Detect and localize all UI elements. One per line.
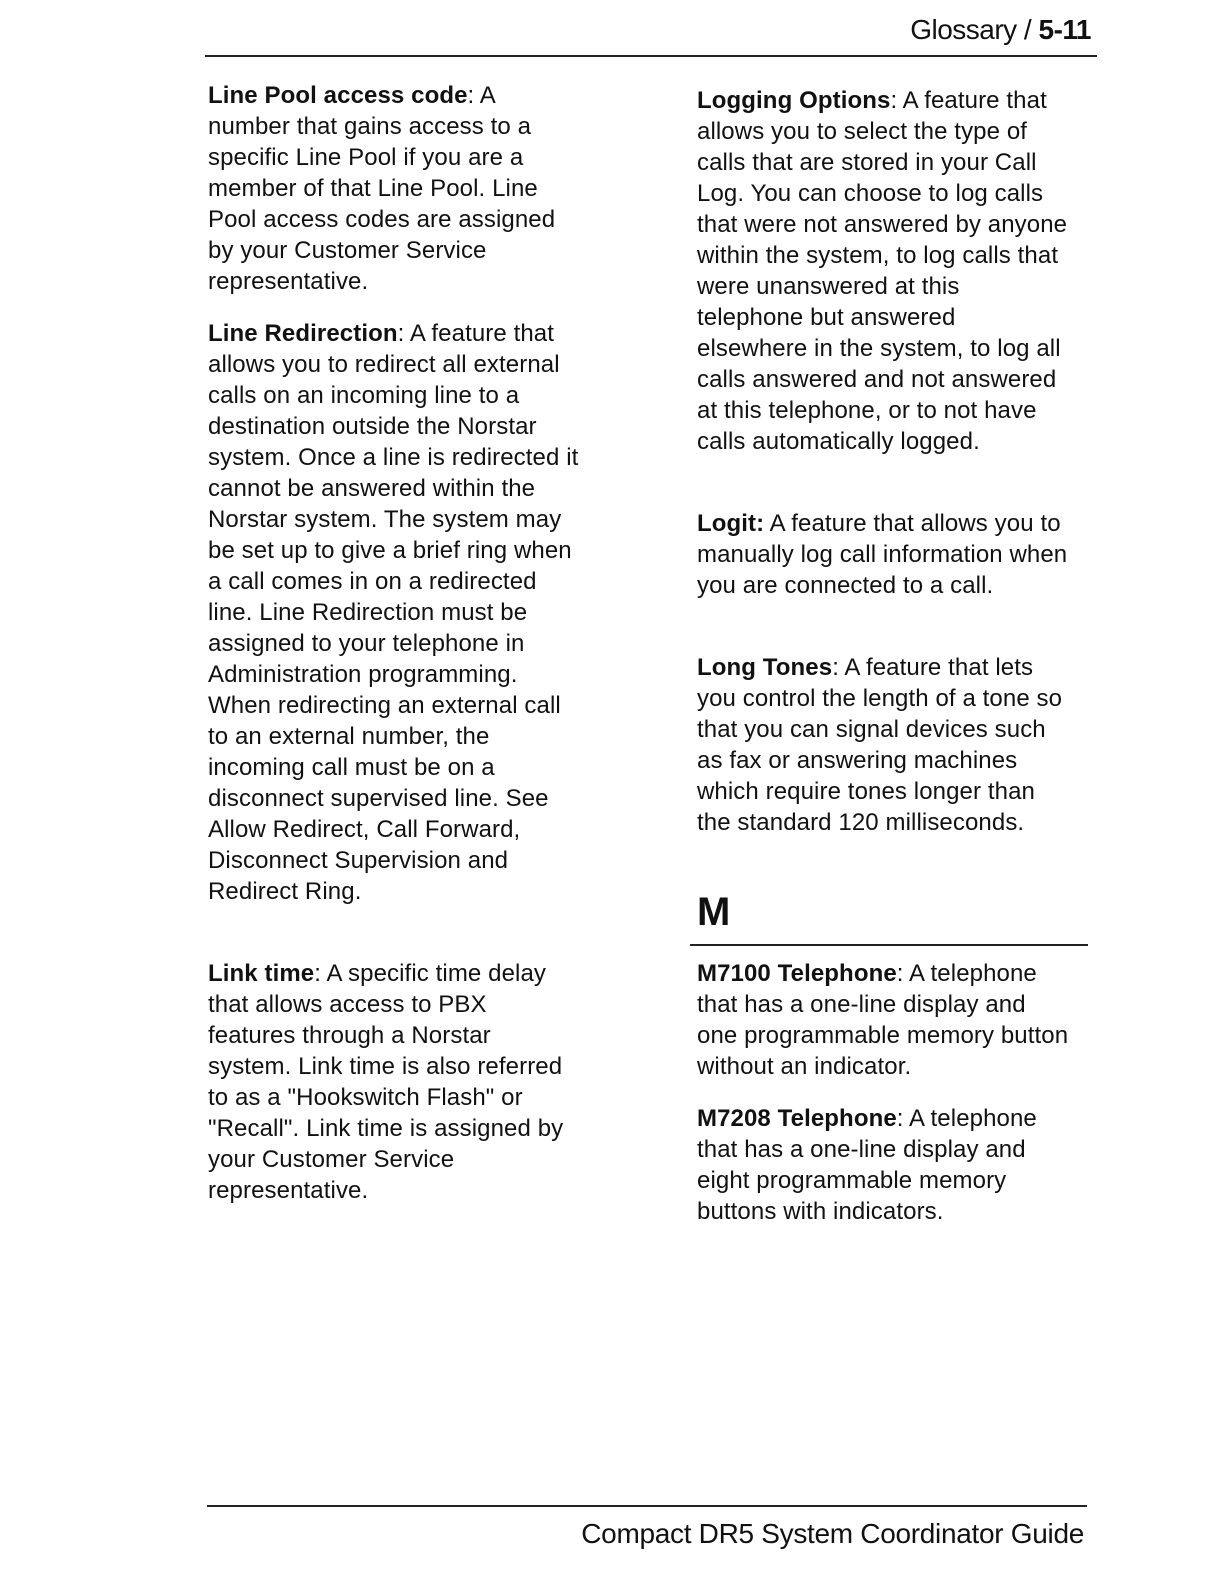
entry-definition: : A number that gains access to a specific Line Pool if you are a member of that Line Pool. Line Pool access codes are assigned by your Customer Service representative. (208, 82, 556, 295)
glossary-entry-link-time (208, 958, 580, 1206)
running-header (910, 14, 1091, 46)
entry-term: Link time (208, 960, 315, 987)
entry-term: Logit: (697, 510, 765, 537)
glossary-entry-line-pool-access-code (208, 80, 580, 297)
entry-term: Logging Options (697, 87, 891, 114)
entry-definition: : A feature that allows you to redirect all external calls on an incoming line to a destination outside the Norstar system. Once a line is redirected it cannot be answered within the Norstar system. The system may be set up to give a brief ring when a call comes in on a redirected line. Line Redirection must be assigned to your telephone in Administration programming. When redirecting an external call to an external number, the incoming call must be on a disconnect supervised line. See Allow Redirect, Call Forward, Disconnect Supervision and Redirect Ring. (208, 320, 579, 905)
glossary-entry-line-redirection (208, 318, 580, 907)
entry-term: M7100 Telephone (697, 960, 897, 987)
header-section: Glossary / (910, 14, 1039, 45)
header-rule (205, 55, 1097, 57)
entry-term: Line Pool access code (208, 82, 468, 109)
section-rule (690, 944, 1088, 946)
section-letter: M (697, 890, 731, 934)
entry-definition: A feature that allows you to manually log call information when you are connected to a call. (697, 510, 1068, 599)
footer-title: Compact DR5 System Coordinator Guide (581, 1518, 1084, 1549)
entry-term: Line Redirection (208, 320, 398, 347)
entry-term: M7208 Telephone (697, 1105, 897, 1132)
glossary-entry-long-tones (697, 652, 1069, 838)
entry-definition: : A feature that allows you to select the type of calls that are stored in your Call Log. You can choose to log calls that were not answered by anyone within the system, to log calls that were unanswered at this telephone but answered elsewhere in the system, to log all calls answered and not answered at this telephone, or to not have calls automatically logged. (697, 87, 1068, 455)
entry-definition: : A specific time delay that allows access to PBX features through a Norstar system. Link time is also referred to as a "Hookswitch Flash" or "Recall". Link time is assigned by your Customer Service representative. (208, 960, 564, 1204)
footer-rule (207, 1505, 1087, 1507)
page-number: 5-11 (1038, 14, 1091, 45)
entry-term: Long Tones (697, 654, 833, 681)
glossary-entry-m7208 (697, 1103, 1069, 1227)
entry-definition: : A telephone that has a one-line display and eight programmable memory buttons with indicators. (697, 1105, 1037, 1225)
entry-definition: : A feature that lets you control the length of a tone so that you can signal devices such as fax or answering machines which require tones longer than the standard 120 milliseconds. (697, 654, 1063, 836)
glossary-entry-logit (697, 508, 1069, 601)
glossary-entry-logging-options (697, 85, 1069, 457)
entry-definition: : A telephone that has a one-line display and one programmable memory button without an indicator. (697, 960, 1069, 1080)
glossary-entry-m7100 (697, 958, 1069, 1082)
